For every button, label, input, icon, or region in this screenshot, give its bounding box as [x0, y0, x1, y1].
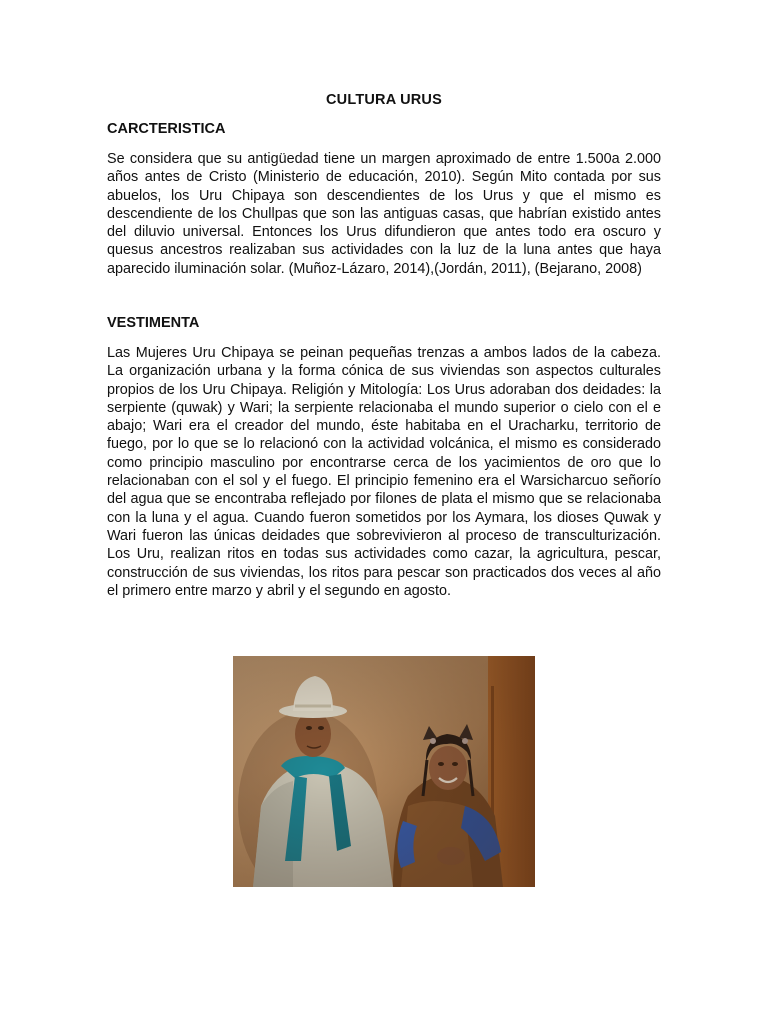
section-body-vestimenta: Las Mujeres Uru Chipaya se peinan pequeñas trenzas a ambos lados de la cabeza. La organización urbana y la forma cónica de sus viviendas son aspectos culturales propios de los Uru Chipaya. Religión y Mitología: Los Urus adoraban dos deidades: la serpiente (quwak) y Wari; la serpiente relacionaba el mundo superior o cielo con el e abajo; Wari era el creador del mundo, éste habitaba en el Uracharku, territorio de fuego, por lo que se lo relacionó con la actividad volcánica, el mismo es considerado como principio masculino por encontrarse cerca de los yacimientos de oro que lo relacionaban con el sol y el fuego. El principio femenino era el Warsicharcuo señorío del agua que se encontraba reflejado por filones de plata el mismo que se relacionaba con la luna y el agua. Cuando fueron sometidos por los Aymara, los dioses Quwak y Wari fueron las únicas deidades que sobrevivieron al proceso de transculturización. Los Uru, realizan ritos en todas sus actividades como cazar, la agricultura, pescar, construcción de sus viviendas, los ritos para pescar son practicados dos veces al año el primero entre marzo y abril y el segundo en agosto. — [107, 345, 661, 599]
document-title: CULTURA URUS — [326, 92, 442, 108]
section-body-caracteristica: Se considera que su antigüedad tiene un margen aproximado de entre 1.500a 2.000 años antes de Cristo (Ministerio de educación, 2010). Según Mito contada por sus abuelos, los Uru Chipaya son descendientes de los Urus y que el mismo es descendiente de los Chullpas que son las antiguas casas, que habrían existido antes del diluvio universal. Entonces los Urus difundieron que antes todo era oscuro y quesus ancestros realizaban sus actividades con la luz de la luna antes que haya aparecido iluminación solar. (Muñoz-Lázaro, 2014),(Jordán, 2011), (Bejarano, 2008) — [107, 151, 661, 277]
section-heading-caracteristica: CARCTERISTICA — [107, 121, 226, 137]
section-heading-vestimenta: VESTIMENTA — [107, 315, 200, 331]
uru-chipaya-couple-photo — [233, 656, 535, 887]
